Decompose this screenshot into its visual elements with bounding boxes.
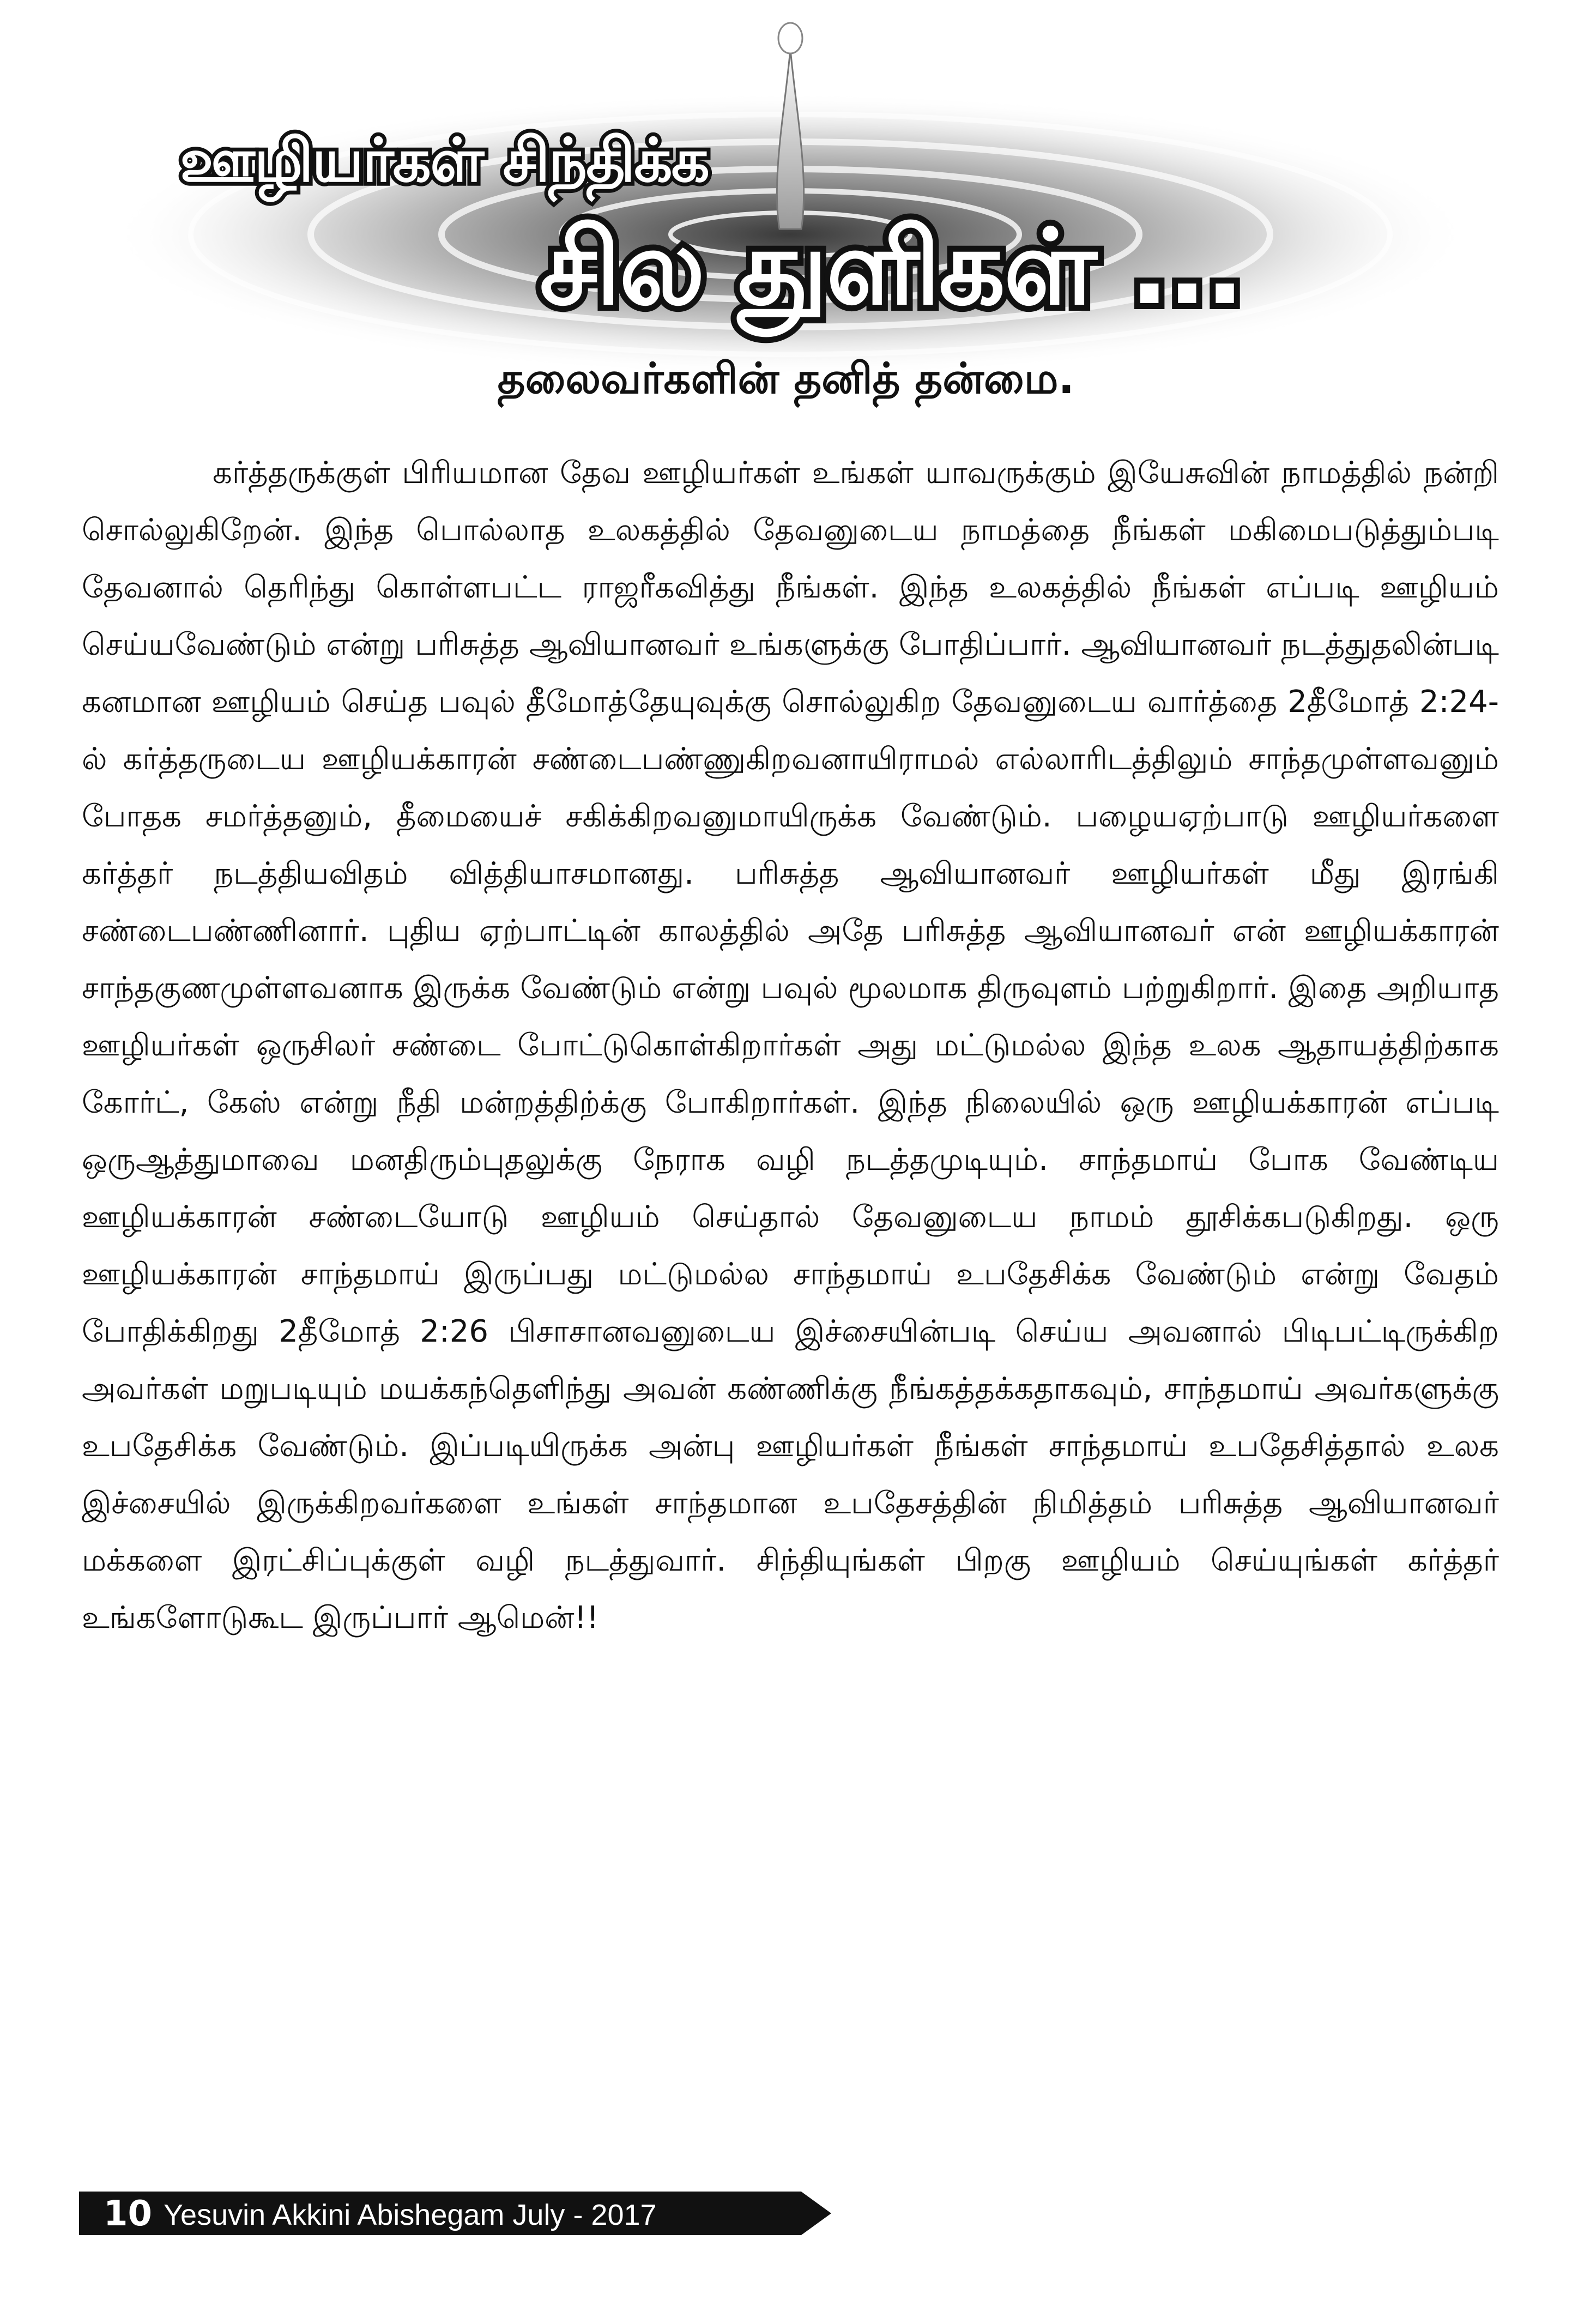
article-body [82, 444, 1499, 1646]
header-artwork [0, 0, 1572, 382]
publication-name: Yesuvin Akkini Abishegam July - 2017 [164, 2199, 657, 2231]
page-number: 10 [104, 2194, 153, 2234]
page-footer [79, 2192, 831, 2235]
header-kicker: ஊழியர்கள் சிந்திக்க [180, 125, 709, 195]
header-title: சில துளிகள் ... [540, 207, 1243, 328]
article-subtitle: தலைவர்களின் தனித் தன்மை. [497, 354, 1075, 403]
article-paragraph: கர்த்தருக்குள் பிரியமான தேவ ஊழியர்கள் உங்கள் யாவருக்கும் இயேசுவின் நாமத்தில் நன்றி சொல்லுகிறேன். இந்த பொல்லாத உலகத்தில் தேவனுடைய நாமத்தை நீங்கள் மகிமைபடுத்தும்படி தேவனால் தெரிந்து கொள்ளபட்ட ராஜரீகவித்து நீங்கள். இந்த உலகத்தில் நீங்கள் எப்படி ஊழியம் செய்யவேண்டும் என்று பரிசுத்த ஆவியானவர் உங்களுக்கு போதிப்பார். ஆவியானவர் நடத்துதலின்படி கனமான ஊழியம் செய்த பவுல் தீமோத்தேயுவுக்கு சொல்லுகிற தேவனுடைய வார்த்தை 2தீமோத் 2:24-ல் கர்த்தருடைய ஊழியக்காரன் சண்டைபண்ணுகிறவனாயிராமல் எல்லாரிடத்திலும் சாந்தமுள்ளவனும் போதக சமர்த்தனும், தீமையைச் சகிக்கிறவனுமாயிருக்க வேண்டும். பழையஏற்பாடு ஊழியர்களை கர்த்தர் நடத்தியவிதம் வித்தியாசமானது. பரிசுத்த ஆவியானவர் ஊழியர்கள் மீது இரங்கி சண்டைபண்ணினார். புதிய ஏற்பாட்டின் காலத்தில் அதே பரிசுத்த ஆவியானவர் என் ஊழியக்காரன் சாந்தகுணமுள்ளவனாக இருக்க வேண்டும் என்று பவுல் மூலமாக திருவுளம் பற்றுகிறார். இதை அறியாத ஊழியர்கள் ஒருசிலர் சண்டை போட்டுகொள்கிறார்கள் அது மட்டுமல்ல இந்த உலக ஆதாயத்திற்காக கோர்ட், கேஸ் என்று நீதி மன்றத்திற்க்கு போகிறார்கள். இந்த நிலையில் ஒரு ஊழியக்காரன் எப்படி ஒருஆத்துமாவை மனதிரும்புதலுக்கு நேராக வழி நடத்தமுடியும். சாந்தமாய் போக வேண்டிய ஊழியக்காரன் சண்டையோடு ஊழியம் செய்தால் தேவனுடைய நாமம் தூசிக்கபடுகிறது. ஒரு ஊழியக்காரன் சாந்தமாய் இருப்பது மட்டுமல்ல சாந்தமாய் உபதேசிக்க வேண்டும் என்று வேதம் போதிக்கிறது 2தீமோத் 2:26 பிசாசானவனுடைய இச்சையின்படி செய்ய அவனால் பிடிபட்டிருக்கிற அவர்கள் மறுபடியும் மயக்கந்தெளிந்து அவன் கண்ணிக்கு நீங்கத்தக்கதாகவும், சாந்தமாய் அவர்களுக்கு உபதேசிக்க வேண்டும். இப்படியிருக்க அன்பு ஊழியர்கள் நீங்கள் சாந்தமாய் உபதேசித்தால் உலக இச்சையில் இருக்கிறவர்களை உங்கள் சாந்தமான உபதேசத்தின் நிமித்தம் பரிசுத்த ஆவியானவர் மக்களை இரட்சிப்புக்குள் வழி நடத்துவார். சிந்தியுங்கள் பிறகு ஊழியம் செய்யுங்கள் கர்த்தர் உங்களோடுகூட இருப்பார் ஆமென்!! [82, 455, 1500, 1635]
